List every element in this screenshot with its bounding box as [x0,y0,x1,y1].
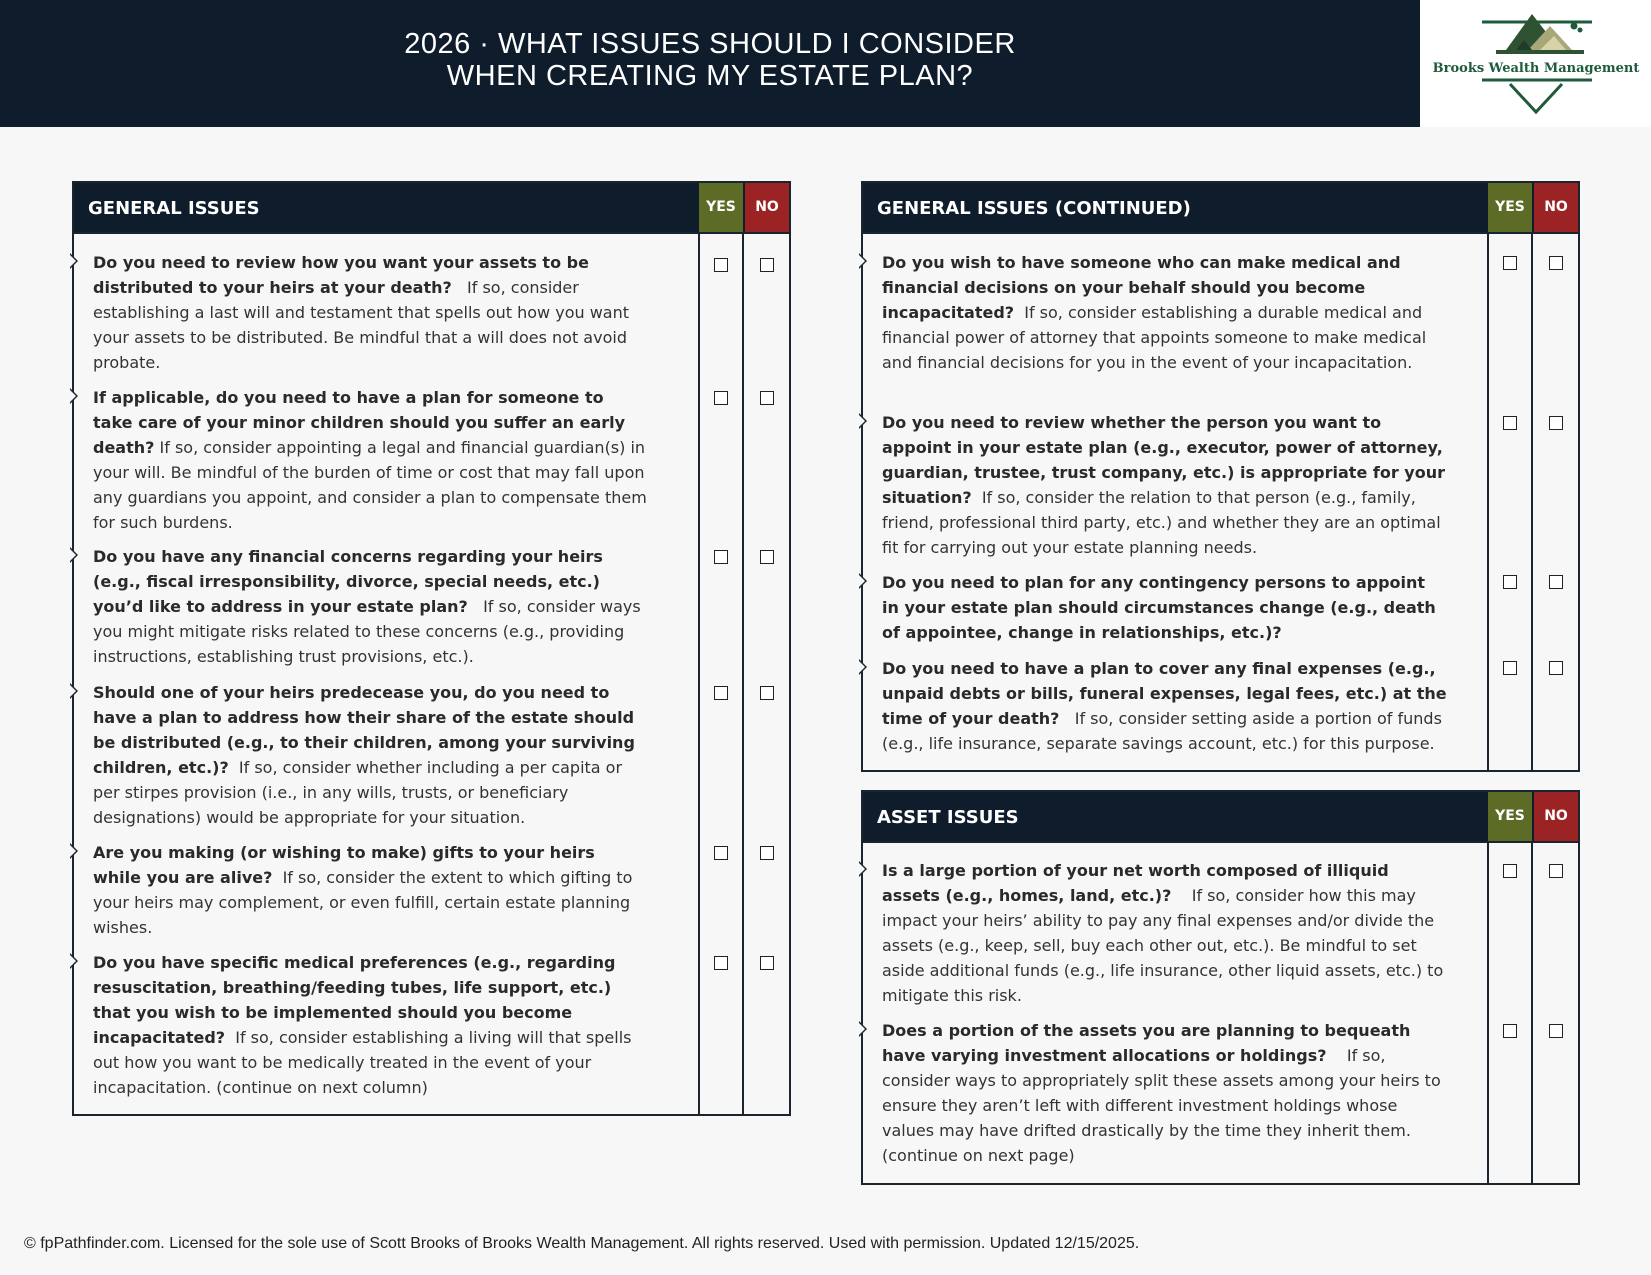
question-text [882,570,1447,645]
no-column-header: NO [745,183,789,234]
question-text [93,250,648,375]
column-divider [698,234,700,1114]
no-column-header: NO [1534,792,1578,843]
page-title-line-2: WHEN CREATING MY ESTATE PLAN? [446,60,974,92]
yes-checkbox[interactable] [1503,864,1517,878]
question-bold: Do you need to plan for any contingency persons to appoint in your estate plan should circumstances change (e.g., death of appointee, change in relationships, etc.)? [882,573,1436,642]
no-column-header: NO [1534,183,1578,234]
question-bold: Does a portion of the assets you are planning to bequeath have varying investment allocations or holdings? [882,1021,1411,1065]
question-text [882,250,1447,375]
yes-checkbox[interactable] [714,846,728,860]
bullet-marker-icon [70,683,78,699]
panel-header [863,183,1578,234]
bullet-marker-icon [859,413,867,429]
header-divider [863,232,1578,234]
column-divider [1487,234,1489,770]
panel-title: GENERAL ISSUES (CONTINUED) [877,198,1191,219]
no-checkbox[interactable] [1549,864,1563,878]
no-checkbox[interactable] [760,956,774,970]
question-bold: Do you need to have a plan to cover any final expenses (e.g., unpaid debts or bills, funeral expenses, legal fees, etc.) at the time of your death? [882,659,1447,728]
question-text [93,840,648,940]
no-checkbox[interactable] [760,258,774,272]
yes-checkbox[interactable] [1503,575,1517,589]
no-checkbox[interactable] [760,550,774,564]
yes-column-header: YES [699,183,743,234]
question-bold: Do you have specific medical preferences (e.g., regarding resuscitation, breathing/feeding tubes, life support, etc.) that you wish to be implemented should you become incapacitated? [93,953,616,1047]
question-bold: Do you wish to have someone who can make medical and financial decisions on your behalf should you become incapacitated? [882,253,1401,322]
question-advice: If so, consider establishing a durable medical and financial power of attorney that appoints someone to make medical and financial decisions for you in the event of your incapacitation. [882,303,1427,372]
no-checkbox[interactable] [1549,661,1563,675]
logo-text: Brooks Wealth Management [1432,61,1640,76]
question-text [93,544,648,669]
no-checkbox[interactable] [1549,1024,1563,1038]
column-divider [1487,843,1489,1183]
question-advice: If so, consider the relation to that person (e.g., family, friend, professional third party, etc.) and whether they are an optimal fit for carrying out your estate planning needs. [882,488,1441,557]
yes-checkbox[interactable] [1503,256,1517,270]
question-advice: If so, consider ways to appropriately split these assets among your heirs to ensure they aren’t left with different investment holdings whose values may have drifted drastically by the time they inherit them. (continue on next page) [882,1046,1441,1165]
no-checkbox[interactable] [760,686,774,700]
yes-checkbox[interactable] [1503,1024,1517,1038]
panel-header [74,183,789,234]
yes-checkbox[interactable] [714,686,728,700]
yes-checkbox[interactable] [1503,416,1517,430]
question-bold: Do you need to review whether the person you want to appoint in your estate plan (e.g., executor, power of attorney, guardian, trustee, trust company, etc.) is appropriate for your situation? [882,413,1445,507]
bullet-marker-icon [70,388,78,404]
question-text [882,410,1447,560]
copyright-footer: © fpPathfinder.com. Licensed for the sole use of Scott Brooks of Brooks Wealth Management. All rights reserved. Used with permission. Updated 12/15/2025. [24,1235,1140,1252]
bullet-marker-icon [70,547,78,563]
company-logo [1420,0,1651,127]
header-divider [74,232,789,234]
question-advice: If so, consider whether including a per capita or per stirpes provision (i.e., in any wills, trusts, or beneficiary designations) would be appropriate for your situation. [93,758,623,827]
panel-title: GENERAL ISSUES [88,198,260,219]
no-checkbox[interactable] [760,846,774,860]
bullet-marker-icon [859,573,867,589]
no-checkbox[interactable] [1549,256,1563,270]
bullet-marker-icon [70,253,78,269]
question-advice: If so, consider the extent to which gifting to your heirs may complement, or even fulfill, certain estate planning wishes. [93,868,633,937]
question-advice: If so, consider establishing a last will and testament that spells out how you want your assets to be distributed. Be mindful that a will does not avoid probate. [93,278,630,372]
question-bold: Is a large portion of your net worth composed of illiquid assets (e.g., homes, land, etc.)? [882,861,1389,905]
no-checkbox[interactable] [760,391,774,405]
column-divider [1531,843,1533,1183]
page-title-line-1: 2026 · WHAT ISSUES SHOULD I CONSIDER [404,28,1016,60]
question-bold: Do you have any financial concerns regarding your heirs (e.g., fiscal irresponsibility, divorce, special needs, etc.) you’d like to address in your estate plan? [93,547,603,616]
question-text [93,950,648,1100]
header-divider [863,841,1578,843]
bullet-marker-icon [859,253,867,269]
bullet-marker-icon [70,953,78,969]
yes-checkbox[interactable] [714,391,728,405]
no-checkbox[interactable] [1549,575,1563,589]
question-advice: If so, consider setting aside a portion of funds (e.g., life insurance, separate savings account, etc.) for this purpose. [882,709,1442,753]
page-title [0,28,1420,92]
question-text [882,1018,1447,1168]
panel-title: ASSET ISSUES [877,807,1019,828]
yes-checkbox[interactable] [1503,661,1517,675]
yes-checkbox[interactable] [714,956,728,970]
question-advice: If so, consider establishing a living will that spells out how you want to be medically treated in the event of your incapacitation. (continue on next column) [93,1028,632,1097]
column-divider [742,234,744,1114]
question-advice: If so, consider appointing a legal and financial guardian(s) in your will. Be mindful of the burden of time or cost that may fall upon any guardians you appoint, and consider a plan to compensate them for such burdens. [93,438,647,532]
bullet-marker-icon [859,659,867,675]
question-text [93,385,648,535]
yes-checkbox[interactable] [714,258,728,272]
question-advice: If so, consider ways you might mitigate risks related to these concerns (e.g., providing instructions, establishing trust provisions, etc.). [93,597,641,666]
question-bold: Should one of your heirs predecease you, do you need to have a plan to address how their share of the estate should be distributed (e.g., to their children, among your surviving children, etc.)? [93,683,635,777]
question-text [93,680,648,830]
column-divider [1531,234,1533,770]
question-bold: Are you making (or wishing to make) gifts to your heirs while you are alive? [93,843,595,887]
panel-header [863,792,1578,843]
question-bold: If applicable, do you need to have a plan for someone to take care of your minor children should you suffer an early death? [93,388,626,457]
yes-column-header: YES [1488,792,1532,843]
question-text [882,858,1447,1008]
question-text [882,656,1447,756]
mountain-logo-icon [1420,0,1651,127]
question-advice: If so, consider how this may impact your heirs’ ability to pay any final expenses and/or divide the assets (e.g., keep, sell, buy each other out, etc.). Be mindful to set aside additional funds (e.g., life insurance, other liquid assets, etc.) to mitigate this risk. [882,886,1444,1005]
bullet-marker-icon [70,843,78,859]
bullet-marker-icon [859,1021,867,1037]
yes-column-header: YES [1488,183,1532,234]
bullet-marker-icon [859,861,867,877]
question-bold: Do you need to review how you want your assets to be distributed to your heirs at your death? [93,253,589,297]
yes-checkbox[interactable] [714,550,728,564]
no-checkbox[interactable] [1549,416,1563,430]
